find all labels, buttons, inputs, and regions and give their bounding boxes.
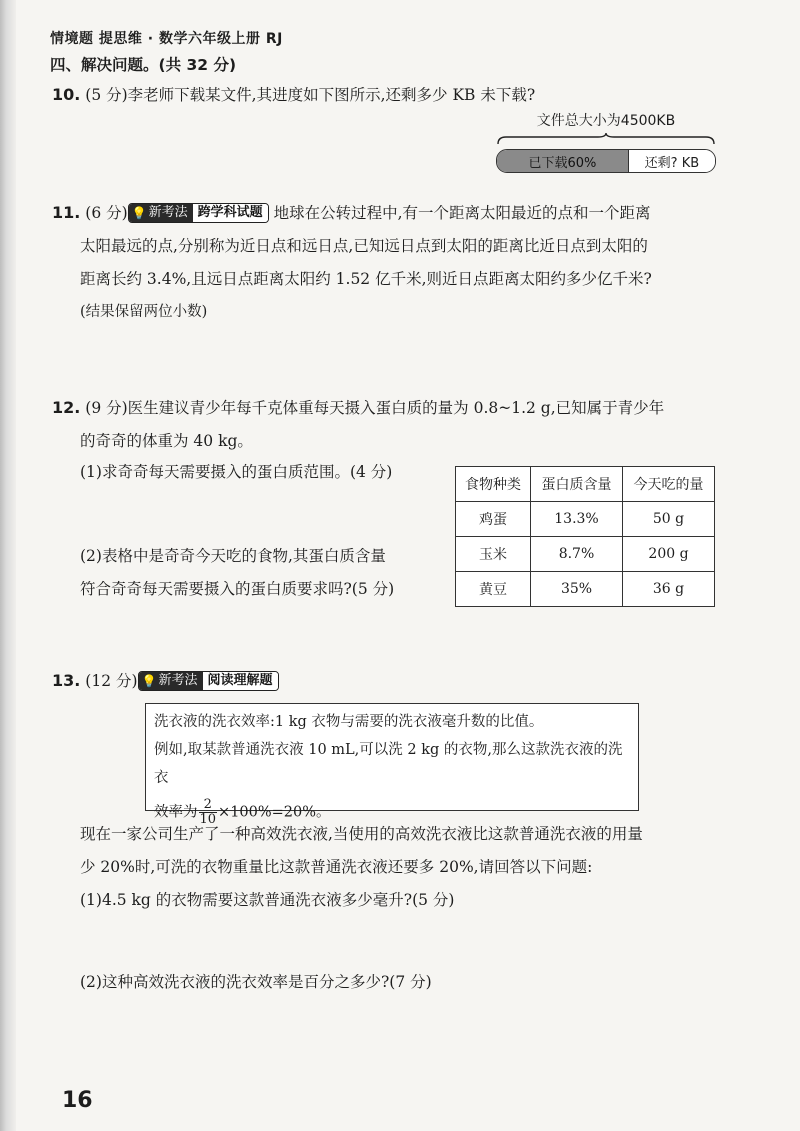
definition-text: 例如,取某款普通洗衣液 10 mL,可以洗 2 kg 的衣物,那么这款洗衣液的洗衣 — [154, 742, 623, 786]
table-header-cell: 今天吃的量 — [623, 467, 715, 502]
question-text: 符合奇奇每天需要摄入的蛋白质要求吗?(5 分) — [80, 580, 395, 598]
lightbulb-icon: 💡 — [131, 206, 147, 220]
table-cell: 玉米 — [456, 537, 531, 572]
sub-question-12-1: (1)求奇奇每天需要摄入的蛋白质范围。(4 分) — [80, 463, 393, 481]
download-progress-bar — [496, 149, 716, 173]
table-header-cell: 食物种类 — [456, 467, 531, 502]
formula-suffix: ×100%=20%。 — [218, 804, 331, 821]
tag-label: 新考法 — [148, 205, 188, 220]
definition-box — [145, 703, 639, 827]
sub-question-12-2 — [80, 540, 394, 606]
question-13 — [52, 664, 279, 698]
downloaded-label: 已下载60% — [528, 155, 597, 171]
remaining-label: 还剩? KB — [644, 155, 700, 171]
lightbulb-icon: 💡 — [141, 674, 157, 688]
table-row — [456, 537, 715, 572]
question-number: 11. — [52, 203, 81, 222]
question-number: 13. — [52, 671, 81, 690]
table-header-cell: 蛋白质含量 — [531, 467, 623, 502]
table-cell: 50 g — [623, 502, 715, 537]
running-header: 情境题 提思维 · 数学六年级上册 RJ — [50, 31, 283, 47]
new-exam-tag — [138, 671, 279, 691]
table-row — [456, 572, 715, 607]
download-progress-figure — [496, 110, 716, 173]
table-cell: 200 g — [623, 537, 715, 572]
food-protein-table — [455, 466, 715, 607]
question-10 — [52, 78, 535, 112]
question-text: 距离长约 3.4%,且远日点距离太阳约 1.52 亿千米,则近日点距离太阳约多少亿千米? — [80, 270, 652, 288]
question-text: 地球在公转过程中,有一个距离太阳最近的点和一个距离 — [273, 204, 651, 222]
table-cell: 黄豆 — [456, 572, 531, 607]
question-number: 12. — [52, 398, 81, 417]
tag-category: 阅读理解题 — [203, 672, 278, 690]
question-note: (结果保留两位小数) — [80, 304, 208, 320]
sub-question-13-1: (1)4.5 kg 的衣物需要这款普通洗衣液多少毫升?(5 分) — [80, 891, 455, 909]
question-text: 少 20%时,可洗的衣物重量比这款普通洗衣液还要多 20%,请回答以下问题: — [80, 858, 593, 876]
question-text: (5 分)李老师下载某文件,其进度如下图所示,还剩多少 KB 未下载? — [85, 86, 536, 104]
fraction-numerator: 2 — [199, 798, 218, 813]
question-text: (9 分)医生建议青少年每千克体重每天摄入蛋白质的量为 0.8~1.2 g,已知属于青少年 — [85, 399, 665, 417]
fraction-denominator: 10 — [199, 812, 217, 827]
new-exam-tag — [128, 203, 269, 223]
formula-prefix: 效率为 — [154, 804, 198, 821]
tag-label: 新考法 — [158, 673, 198, 688]
book-spine-shadow — [0, 0, 16, 1131]
table-cell: 36 g — [623, 572, 715, 607]
downloaded-segment — [497, 150, 629, 172]
remaining-segment — [629, 150, 715, 172]
question-number: 10. — [52, 85, 81, 104]
definition-text: 洗衣液的洗衣效率:1 kg 衣物与需要的洗衣液毫升数的比值。 — [154, 714, 544, 730]
question-score: (12 分) — [85, 672, 138, 690]
table-row — [456, 502, 715, 537]
table-cell: 13.3% — [531, 502, 623, 537]
brace-icon — [496, 133, 716, 145]
table-cell: 35% — [531, 572, 623, 607]
question-score: (6 分) — [85, 204, 128, 222]
question-13-body — [80, 818, 643, 917]
question-text: 现在一家公司生产了一种高效洗衣液,当使用的高效洗衣液比这款普通洗衣液的用量 — [80, 825, 643, 843]
section-title: 四、解决问题。(共 32 分) — [50, 56, 237, 74]
tag-category: 跨学科试题 — [193, 204, 268, 222]
sub-question-13-2: (2)这种高效洗衣液的洗衣效率是百分之多少?(7 分) — [80, 973, 432, 991]
file-size-label: 文件总大小为4500KB — [536, 113, 676, 129]
table-cell: 8.7% — [531, 537, 623, 572]
question-text: 的奇奇的体重为 40 kg。 — [80, 432, 253, 450]
question-text: (2)表格中是奇奇今天吃的食物,其蛋白质含量 — [80, 547, 386, 565]
question-11 — [52, 196, 752, 329]
table-cell: 鸡蛋 — [456, 502, 531, 537]
question-text: 太阳最远的点,分别称为近日点和远日点,已知远日点到太阳的距离比近日点到太阳的 — [80, 237, 648, 255]
question-12 — [52, 391, 752, 458]
page-number: 16 — [62, 1088, 93, 1113]
table-header-row — [456, 467, 715, 502]
